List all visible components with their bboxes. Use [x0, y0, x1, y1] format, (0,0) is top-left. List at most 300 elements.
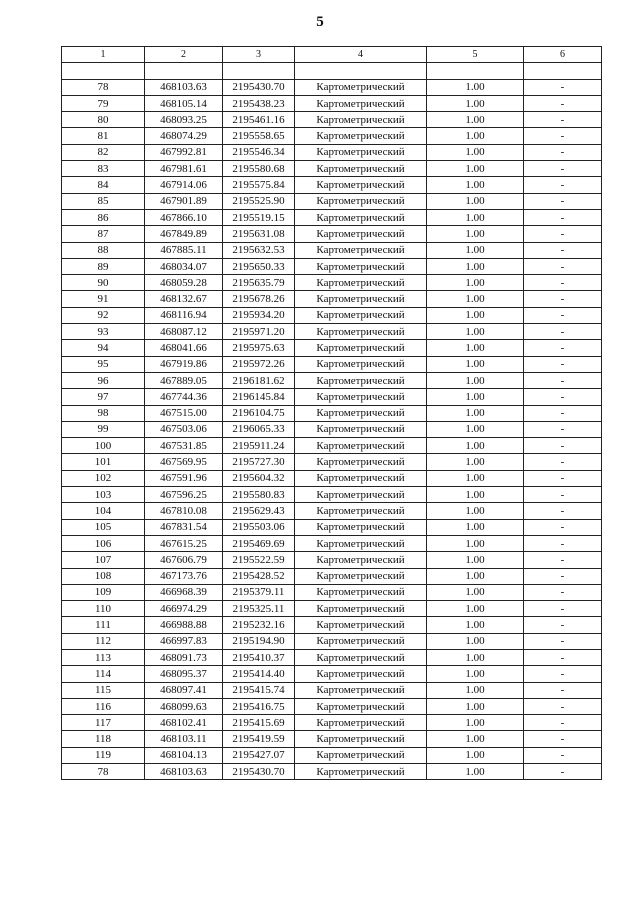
table-cell: 2196145.84	[223, 389, 295, 405]
table-cell: 98	[62, 405, 145, 421]
column-header: 6	[524, 47, 602, 63]
table-cell: 1.00	[427, 144, 524, 160]
table-cell: 95	[62, 356, 145, 372]
table-cell: -	[524, 535, 602, 551]
table-cell: Картометрический	[295, 389, 427, 405]
table-cell: 467531.85	[145, 438, 223, 454]
table-cell: Картометрический	[295, 698, 427, 714]
table-cell: Картометрический	[295, 209, 427, 225]
table-cell: -	[524, 193, 602, 209]
table-row	[62, 405, 602, 421]
table-cell: 467831.54	[145, 519, 223, 535]
table-body	[62, 79, 602, 780]
table-cell: 467515.00	[145, 405, 223, 421]
table-cell: 1.00	[427, 438, 524, 454]
table-cell: 2195635.79	[223, 275, 295, 291]
table-cell: -	[524, 177, 602, 193]
table-cell: 118	[62, 731, 145, 747]
table-cell: 78	[62, 764, 145, 780]
table-row	[62, 487, 602, 503]
table-cell: -	[524, 747, 602, 763]
table-cell: 468059.28	[145, 275, 223, 291]
table-cell: 2195575.84	[223, 177, 295, 193]
table-cell: 88	[62, 242, 145, 258]
table-cell: -	[524, 389, 602, 405]
table-cell: 83	[62, 161, 145, 177]
table-cell: 468074.29	[145, 128, 223, 144]
table-row	[62, 633, 602, 649]
table-cell: 112	[62, 633, 145, 649]
table-cell: Картометрический	[295, 356, 427, 372]
table-cell: -	[524, 698, 602, 714]
table-cell: -	[524, 79, 602, 95]
table-cell: -	[524, 372, 602, 388]
table-cell: 92	[62, 307, 145, 323]
table-cell: Картометрический	[295, 193, 427, 209]
table-row	[62, 275, 602, 291]
table-cell: -	[524, 324, 602, 340]
table-cell: 1.00	[427, 340, 524, 356]
table-row	[62, 144, 602, 160]
table-cell: Картометрический	[295, 470, 427, 486]
table-cell: 468093.25	[145, 112, 223, 128]
table-cell: 93	[62, 324, 145, 340]
empty-cell	[145, 63, 223, 79]
table-cell: Картометрический	[295, 307, 427, 323]
table-cell: 468091.73	[145, 649, 223, 665]
table-row	[62, 324, 602, 340]
table-cell: 1.00	[427, 421, 524, 437]
table-cell: -	[524, 503, 602, 519]
table-cell: -	[524, 666, 602, 682]
table-cell: Картометрический	[295, 291, 427, 307]
table-cell: 1.00	[427, 356, 524, 372]
table-cell: -	[524, 552, 602, 568]
table-cell: 115	[62, 682, 145, 698]
table-cell: 467173.76	[145, 568, 223, 584]
table-row	[62, 438, 602, 454]
table-cell: -	[524, 682, 602, 698]
empty-cell	[223, 63, 295, 79]
table-cell: 94	[62, 340, 145, 356]
table-cell: 97	[62, 389, 145, 405]
table-row	[62, 666, 602, 682]
table-cell: -	[524, 617, 602, 633]
table-row	[62, 698, 602, 714]
column-header: 5	[427, 47, 524, 63]
table-row	[62, 503, 602, 519]
table-cell: Картометрический	[295, 764, 427, 780]
table-cell: 78	[62, 79, 145, 95]
table-cell: 2195325.11	[223, 601, 295, 617]
table-cell: 2195503.06	[223, 519, 295, 535]
table-cell: 2195525.90	[223, 193, 295, 209]
table-cell: 2195427.07	[223, 747, 295, 763]
table-cell: 2195558.65	[223, 128, 295, 144]
table-cell: 2196065.33	[223, 421, 295, 437]
table-cell: -	[524, 307, 602, 323]
table-cell: 80	[62, 112, 145, 128]
table-cell: 1.00	[427, 389, 524, 405]
table-cell: 1.00	[427, 193, 524, 209]
table-cell: -	[524, 715, 602, 731]
table-cell: 1.00	[427, 242, 524, 258]
table-cell: 1.00	[427, 503, 524, 519]
table-cell: Картометрический	[295, 275, 427, 291]
table-cell: 2195438.23	[223, 95, 295, 111]
table-cell: 103	[62, 487, 145, 503]
empty-cell	[427, 63, 524, 79]
table-cell: -	[524, 470, 602, 486]
table-cell: 91	[62, 291, 145, 307]
table-cell: 2195410.37	[223, 649, 295, 665]
table-cell: 468103.63	[145, 764, 223, 780]
table-cell: 2195194.90	[223, 633, 295, 649]
table-cell: 2195461.16	[223, 112, 295, 128]
column-header: 1	[62, 47, 145, 63]
table-cell: Картометрический	[295, 242, 427, 258]
table-cell: 1.00	[427, 128, 524, 144]
table-cell: 84	[62, 177, 145, 193]
table-cell: 2196181.62	[223, 372, 295, 388]
table-cell: Картометрический	[295, 177, 427, 193]
table-cell: Картометрический	[295, 535, 427, 551]
table-row	[62, 291, 602, 307]
table-cell: Картометрический	[295, 144, 427, 160]
table-cell: 2195580.68	[223, 161, 295, 177]
table-cell: 468103.11	[145, 731, 223, 747]
table-cell: 2195975.63	[223, 340, 295, 356]
table-cell: 1.00	[427, 552, 524, 568]
table-cell: -	[524, 112, 602, 128]
table-row	[62, 568, 602, 584]
table-cell: 467810.08	[145, 503, 223, 519]
column-header: 3	[223, 47, 295, 63]
table-cell: 1.00	[427, 307, 524, 323]
table-cell: Картометрический	[295, 421, 427, 437]
table-header-row	[62, 47, 602, 63]
table-row	[62, 764, 602, 780]
table-cell: 1.00	[427, 649, 524, 665]
table-cell: 1.00	[427, 698, 524, 714]
table-row	[62, 258, 602, 274]
table-cell: 1.00	[427, 454, 524, 470]
table-cell: 110	[62, 601, 145, 617]
table-cell: 2195629.43	[223, 503, 295, 519]
table-cell: -	[524, 128, 602, 144]
table-cell: 468095.37	[145, 666, 223, 682]
table-cell: 2195911.24	[223, 438, 295, 454]
table-cell: 1.00	[427, 79, 524, 95]
table-row	[62, 535, 602, 551]
table-cell: 106	[62, 535, 145, 551]
table-cell: 1.00	[427, 324, 524, 340]
table-cell: -	[524, 764, 602, 780]
table-cell: 2195415.74	[223, 682, 295, 698]
table-cell: 2195522.59	[223, 552, 295, 568]
table-cell: 2195430.70	[223, 79, 295, 95]
table-cell: 2195971.20	[223, 324, 295, 340]
table-cell: 113	[62, 649, 145, 665]
table-cell: 1.00	[427, 633, 524, 649]
table-cell: 101	[62, 454, 145, 470]
table-cell: 467919.86	[145, 356, 223, 372]
table-row	[62, 128, 602, 144]
table-row	[62, 356, 602, 372]
table-cell: 1.00	[427, 747, 524, 763]
table-cell: Картометрический	[295, 258, 427, 274]
table-cell: 1.00	[427, 95, 524, 111]
table-cell: Картометрический	[295, 372, 427, 388]
table-row	[62, 209, 602, 225]
empty-row	[62, 63, 602, 79]
table-cell: 105	[62, 519, 145, 535]
table-cell: 1.00	[427, 177, 524, 193]
table-cell: 2195419.59	[223, 731, 295, 747]
table-cell: Картометрический	[295, 340, 427, 356]
table-cell: 114	[62, 666, 145, 682]
table-cell: 2195650.33	[223, 258, 295, 274]
table-cell: 468105.14	[145, 95, 223, 111]
table-cell: 466988.88	[145, 617, 223, 633]
table-cell: 117	[62, 715, 145, 731]
table-row	[62, 649, 602, 665]
table-cell: 90	[62, 275, 145, 291]
table-cell: 82	[62, 144, 145, 160]
table-cell: 1.00	[427, 226, 524, 242]
table-cell: -	[524, 258, 602, 274]
table-cell: 1.00	[427, 372, 524, 388]
table-row	[62, 519, 602, 535]
table-cell: 468034.07	[145, 258, 223, 274]
table-cell: 2195232.16	[223, 617, 295, 633]
table-cell: Картометрический	[295, 617, 427, 633]
table-row	[62, 747, 602, 763]
table-cell: 1.00	[427, 291, 524, 307]
table-cell: Картометрический	[295, 226, 427, 242]
table-cell: 2195414.40	[223, 666, 295, 682]
table-cell: Картометрический	[295, 324, 427, 340]
table-row	[62, 454, 602, 470]
table-cell: 100	[62, 438, 145, 454]
table-cell: -	[524, 438, 602, 454]
table-cell: 468087.12	[145, 324, 223, 340]
table-cell: Картометрический	[295, 649, 427, 665]
table-cell: 2195430.70	[223, 764, 295, 780]
table-cell: 2195415.69	[223, 715, 295, 731]
table-cell: Картометрический	[295, 747, 427, 763]
table-cell: 468132.67	[145, 291, 223, 307]
table-cell: 467569.95	[145, 454, 223, 470]
table-cell: 467981.61	[145, 161, 223, 177]
table-cell: 468041.66	[145, 340, 223, 356]
table-row	[62, 307, 602, 323]
table-cell: Картометрический	[295, 405, 427, 421]
table-cell: -	[524, 291, 602, 307]
table-cell: -	[524, 242, 602, 258]
table-cell: -	[524, 731, 602, 747]
table-cell: 1.00	[427, 535, 524, 551]
table-cell: 1.00	[427, 487, 524, 503]
table-cell: 102	[62, 470, 145, 486]
table-cell: -	[524, 340, 602, 356]
table-row	[62, 161, 602, 177]
table-cell: 467914.06	[145, 177, 223, 193]
table-row	[62, 340, 602, 356]
table-cell: 86	[62, 209, 145, 225]
table-cell: 2195580.83	[223, 487, 295, 503]
table-row	[62, 617, 602, 633]
table-row	[62, 372, 602, 388]
table-cell: -	[524, 161, 602, 177]
table-cell: 466974.29	[145, 601, 223, 617]
table-cell: 104	[62, 503, 145, 519]
table-cell: 1.00	[427, 405, 524, 421]
table-cell: 1.00	[427, 666, 524, 682]
table-row	[62, 731, 602, 747]
table-cell: 79	[62, 95, 145, 111]
table-row	[62, 242, 602, 258]
table-cell: 468097.41	[145, 682, 223, 698]
empty-cell	[62, 63, 145, 79]
table-cell: 2195519.15	[223, 209, 295, 225]
table-cell: 1.00	[427, 209, 524, 225]
table-cell: Картометрический	[295, 95, 427, 111]
table-cell: Картометрический	[295, 568, 427, 584]
table-cell: 1.00	[427, 112, 524, 128]
table-cell: 467992.81	[145, 144, 223, 160]
table-cell: 2195727.30	[223, 454, 295, 470]
table-cell: 1.00	[427, 617, 524, 633]
table-cell: Картометрический	[295, 112, 427, 128]
table-cell: Картометрический	[295, 584, 427, 600]
table-cell: 2195632.53	[223, 242, 295, 258]
table-cell: 87	[62, 226, 145, 242]
table-cell: Картометрический	[295, 79, 427, 95]
table-cell: 2195469.69	[223, 535, 295, 551]
table-cell: Картометрический	[295, 682, 427, 698]
table-cell: Картометрический	[295, 487, 427, 503]
table-cell: 81	[62, 128, 145, 144]
table-cell: 1.00	[427, 519, 524, 535]
table-cell: 1.00	[427, 764, 524, 780]
table-cell: 467503.06	[145, 421, 223, 437]
table-cell: Картометрический	[295, 666, 427, 682]
table-row	[62, 682, 602, 698]
table-cell: 2195416.75	[223, 698, 295, 714]
table-cell: 2195972.26	[223, 356, 295, 372]
table-row	[62, 193, 602, 209]
table-cell: 85	[62, 193, 145, 209]
table-cell: -	[524, 95, 602, 111]
table-cell: 2195631.08	[223, 226, 295, 242]
table-cell: 467606.79	[145, 552, 223, 568]
table-cell: -	[524, 649, 602, 665]
table-cell: Картометрический	[295, 519, 427, 535]
table-row	[62, 79, 602, 95]
column-header: 2	[145, 47, 223, 63]
table-row	[62, 715, 602, 731]
table-cell: 99	[62, 421, 145, 437]
table-cell: -	[524, 421, 602, 437]
table-cell: 468102.41	[145, 715, 223, 731]
table-cell: 1.00	[427, 601, 524, 617]
table-cell: 1.00	[427, 258, 524, 274]
table-cell: Картометрический	[295, 454, 427, 470]
table-cell: Картометрический	[295, 731, 427, 747]
table-cell: 1.00	[427, 715, 524, 731]
table-cell: 2195678.26	[223, 291, 295, 307]
table-cell: 96	[62, 372, 145, 388]
table-cell: Картометрический	[295, 161, 427, 177]
table-cell: 466997.83	[145, 633, 223, 649]
table-cell: Картометрический	[295, 128, 427, 144]
table-cell: -	[524, 356, 602, 372]
table-cell: 1.00	[427, 568, 524, 584]
table-row	[62, 421, 602, 437]
empty-cell	[295, 63, 427, 79]
table-cell: -	[524, 144, 602, 160]
table-cell: Картометрический	[295, 601, 427, 617]
table-cell: 1.00	[427, 275, 524, 291]
table-cell: 89	[62, 258, 145, 274]
table-cell: -	[524, 275, 602, 291]
table-cell: -	[524, 633, 602, 649]
table-cell: 116	[62, 698, 145, 714]
table-row	[62, 584, 602, 600]
table-cell: 467596.25	[145, 487, 223, 503]
table-cell: 108	[62, 568, 145, 584]
table-cell: 468103.63	[145, 79, 223, 95]
table-cell: 467901.89	[145, 193, 223, 209]
table-cell: 2195934.20	[223, 307, 295, 323]
table-cell: 467591.96	[145, 470, 223, 486]
table-cell: Картометрический	[295, 438, 427, 454]
table-cell: 1.00	[427, 470, 524, 486]
table-row	[62, 552, 602, 568]
table-cell: -	[524, 584, 602, 600]
table-cell: 2195604.32	[223, 470, 295, 486]
table-cell: -	[524, 487, 602, 503]
table-row	[62, 177, 602, 193]
table-cell: 467885.11	[145, 242, 223, 258]
table-cell: 2196104.75	[223, 405, 295, 421]
empty-cell	[524, 63, 602, 79]
table-cell: 468099.63	[145, 698, 223, 714]
table-cell: -	[524, 209, 602, 225]
table-cell: -	[524, 519, 602, 535]
table-cell: Картометрический	[295, 503, 427, 519]
table-cell: -	[524, 454, 602, 470]
table-row	[62, 470, 602, 486]
table-row	[62, 389, 602, 405]
table-cell: 2195379.11	[223, 584, 295, 600]
table-cell: 467849.89	[145, 226, 223, 242]
table-cell: 1.00	[427, 161, 524, 177]
table-cell: 2195546.34	[223, 144, 295, 160]
table-cell: 2195428.52	[223, 568, 295, 584]
table-cell: -	[524, 405, 602, 421]
table-cell: -	[524, 601, 602, 617]
table-cell: Картометрический	[295, 552, 427, 568]
table-cell: 467744.36	[145, 389, 223, 405]
table-cell: Картометрический	[295, 633, 427, 649]
table-cell: 468104.13	[145, 747, 223, 763]
table-cell: 107	[62, 552, 145, 568]
table-cell: 468116.94	[145, 307, 223, 323]
table-row	[62, 226, 602, 242]
table-cell: 467889.05	[145, 372, 223, 388]
